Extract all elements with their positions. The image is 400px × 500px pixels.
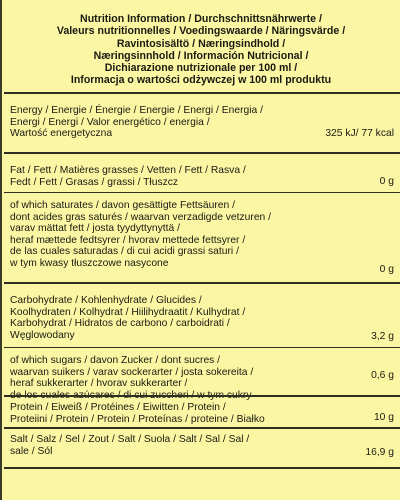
header-line: Nutrition Information / Durchschnittsnährwerte /	[80, 13, 322, 25]
fat-value: 0 g	[379, 176, 394, 187]
divider	[4, 152, 400, 154]
sugars-label-line: waarvan suikers / varav sockerarter / josta sokereita /	[10, 366, 254, 378]
energy-label-line: Energy / Energie / Énergie / Energie / Energi / Energia /	[10, 105, 263, 116]
sugars-value: 0,6 g	[371, 370, 394, 381]
energy-label-line: Energi / Energi / Valor energético / energia /	[10, 116, 210, 128]
sugars-label-line: heraf sukkerarter / hvorav sukkerarter /	[10, 378, 188, 390]
saturates-label-line: w tym kwasy tłuszczowe nasycone	[10, 257, 169, 269]
divider	[4, 427, 400, 429]
carbohydrate-label-line: Karbohydrat / Hidratos de carbono / carboidrati /	[10, 318, 230, 330]
salt-label-line: Salt / Salz / Sel / Zout / Salt / Suola / Salt / Sal / Sal /	[10, 434, 250, 445]
salt-label	[10, 434, 249, 457]
salt-value: 16,9 g	[365, 447, 394, 458]
fat-label	[10, 165, 246, 188]
protein-label	[10, 402, 265, 425]
header-line: Ravintosisältö / Næringsindhold /	[116, 37, 286, 50]
protein-label-line: Protein / Eiweiß / Protéines / Eiwitten / Protein /	[10, 402, 226, 413]
carbohydrate-label-line: Koolhydraten / Kolhydrat / Hiilihydraatit / Kulhydrat /	[10, 306, 246, 318]
saturates-label-line: varav mättat fett / josta tyydyttynyttä /	[10, 223, 180, 235]
label-header	[2, 0, 400, 91]
header-line: Næringsinnhold / Información Nutricional /	[93, 49, 309, 62]
divider	[4, 467, 400, 469]
salt-label-line: sale / Sól	[10, 445, 53, 457]
divider	[4, 92, 400, 94]
saturates-label-line: dont acides gras saturés / waarvan verzadigde vetzuren /	[10, 211, 271, 223]
protein-label-line: Proteiini / Protein / Protein / Proteínas / proteine / Białko	[10, 413, 265, 425]
fat-label-line: Fedt / Fett / Grasas / grassi / Tłuszcz	[10, 176, 179, 188]
saturates-label	[10, 200, 271, 270]
fat-label-line: Fat / Fett / Matières grasses / Vetten / Fett / Rasva /	[10, 165, 246, 176]
header-line: Valeurs nutritionnelles / Voedingswaarde / Näringsvärde /	[56, 25, 346, 38]
carbohydrate-label-line: Węglowodany	[10, 329, 75, 341]
header-line: Informacja o wartości odżywczej w 100 ml produktu	[70, 74, 332, 87]
divider	[4, 282, 400, 284]
divider	[4, 395, 400, 397]
divider	[4, 347, 400, 348]
header-line: Dichiarazione nutrizionale per 100 ml /	[104, 62, 298, 75]
saturates-label-line: de las cuales saturadas / di cui acidi grassi saturi /	[10, 246, 239, 258]
sugars-label-line: of which sugars / davon Zucker / dont sucres /	[10, 355, 221, 366]
energy-label-line: Wartość energetyczna	[10, 128, 113, 140]
energy-label	[10, 105, 263, 140]
carbohydrate-value: 3,2 g	[371, 331, 394, 342]
carbohydrate-label	[10, 295, 245, 341]
energy-value: 325 kJ/ 77 kcal	[325, 128, 394, 139]
carbohydrate-label-line: Carbohydrate / Kohlenhydrate / Glucides /	[10, 295, 202, 306]
protein-value: 10 g	[373, 412, 394, 423]
saturates-label-line: heraf mættede fedtsyrer / hvorav mettede fettsyrer /	[10, 234, 246, 246]
saturates-value: 0 g	[379, 264, 394, 275]
saturates-label-line: of which saturates / davon gesättigte Fettsäuren /	[10, 200, 235, 211]
divider	[4, 192, 400, 193]
